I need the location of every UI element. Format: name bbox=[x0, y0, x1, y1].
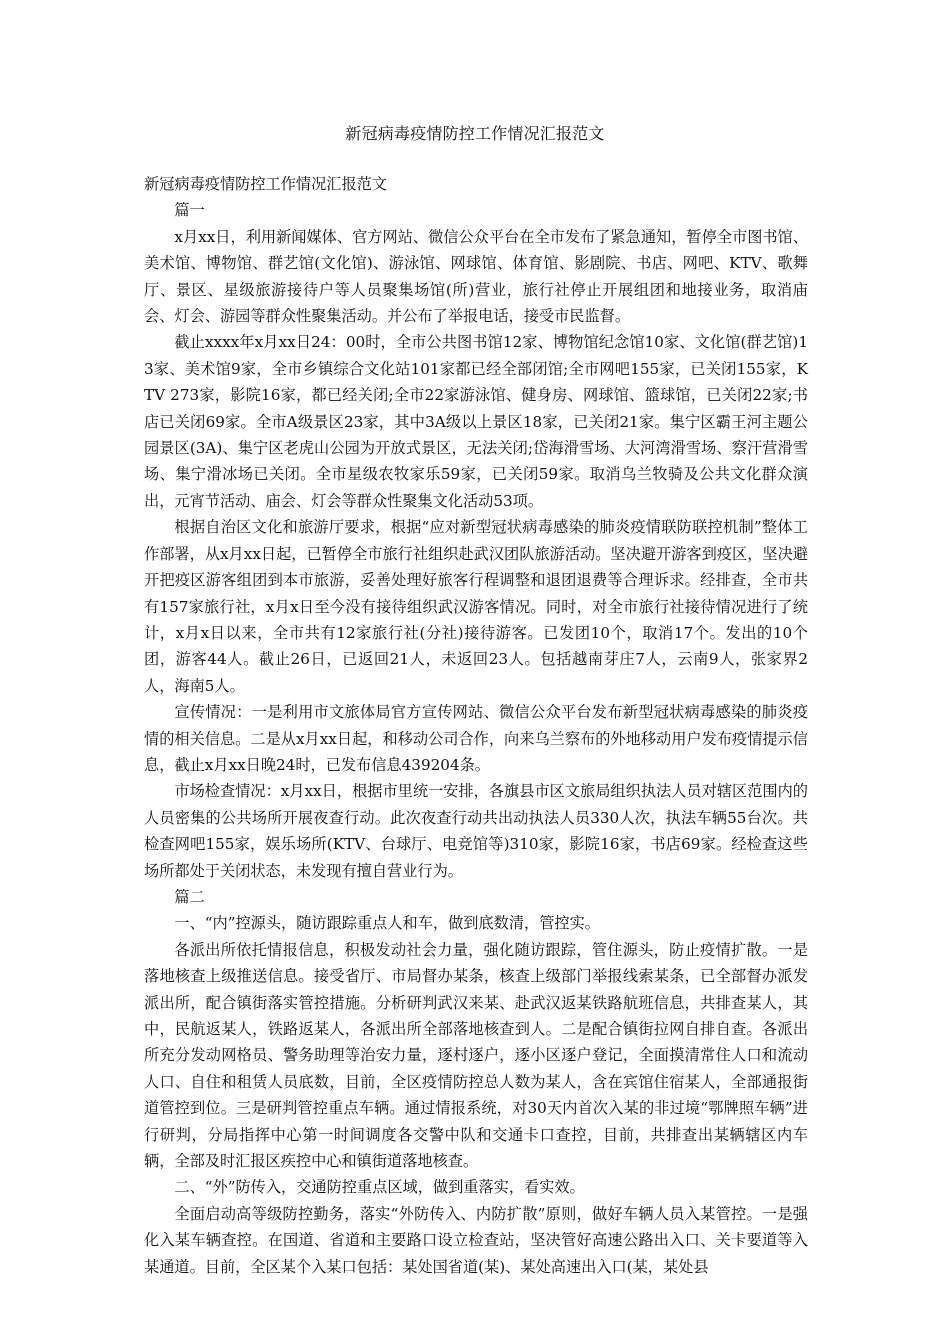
paragraph: 截止xxxx年x月xx日24：00时，全市公共图书馆12家、博物馆纪念馆10家、文化馆(群艺馆)13家、美术馆9家，全市乡镇综合文化站101家都已经全部闭馆;全市网吧155家，已关闭155家，KTV 273家，影院16家，都已经关闭;全市22家游泳馆、健身房、网球馆、篮球馆，已关闭22家;书店已关闭69家。全市A级景区23家，其中3A级以上景区18家，已关闭21家。集宁区霸王河主题公园景区(3A)、集宁区老虎山公园为开放式景区，无法关闭;岱海滑雪场、大河湾滑雪场、察汗营滑雪场、集宁滑冰场已关闭。全市星级农牧家乐59家，已关闭59家。取消乌兰牧骑及公共文化群众演出，元宵节活动、庙会、灯会等群众性聚集文化活动53项。 bbox=[144, 333, 808, 510]
document-body bbox=[144, 171, 808, 1280]
paragraph: 各派出所依托情报信息，积极发动社会力量，强化随访跟踪，管住源头，防止疫情扩散。一是落地核查上级推送信息。接受省厅、市局督办某条，核查上级部门举报线索某条，已全部督办派发派出所，配合镇街落实管控措施。分析研判武汉来某、赴武汉返某铁路航班信息，共排查某人，其中，民航返某人，铁路返某人，各派出所全部落地核查到人。二是配合镇街拉网自排自查。各派出所充分发动网格员、警务助理等治安力量，逐村逐户，逐小区逐户登记，全面摸清常住人口和流动人口、自住和租赁人员底数，目前，全区疫情防控总人数为某人，含在宾馆住宿某人，全部通报街道管控到位。三是研判管控重点车辆。通过情报系统，对30天内首次入某的非过境“鄂牌照车辆”进行研判，分局指挥中心第一时间调度各交警中队和交通卡口查控，目前，共排查出某辆辖区内车辆，全部及时汇报区疾控中心和镇街道落地核查。 bbox=[144, 940, 808, 1171]
paragraph: 一、“内”控源头，随访跟踪重点人和车，做到底数清，管控实。 bbox=[174, 914, 600, 933]
paragraph: 篇二 bbox=[174, 887, 205, 906]
document-title: 新冠病毒疫情防控工作情况汇报范文 bbox=[345, 124, 605, 143]
paragraph: 市场检查情况：x月xx日，根据市里统一安排，各旗县市区文旅局组织执法人员对辖区范围内的人员密集的公共场所开展夜查行动。此次夜查行动共出动执法人员330人次，执法车辆55台次。共检查网吧155家，娱乐场所(KTV、台球厅、电竞馆等)310家，影院16家，书店69家。经检查这些场所都处于关闭状态，未发现有擅自营业行为。 bbox=[144, 782, 808, 880]
paragraph: 篇一 bbox=[174, 201, 205, 220]
document-subtitle: 新冠病毒疫情防控工作情况汇报范文 bbox=[144, 175, 387, 193]
paragraph: x月xx日，利用新闻媒体、官方网站、微信公众平台在全市发布了紧急通知，暂停全市图书馆、美术馆、博物馆、群艺馆(文化馆)、游泳馆、网球馆、体育馆、影剧院、书店、网吧、KTV、歌舞厅、景区、星级旅游接待户等人员聚集场馆(所)营业，旅行社停止开展组团和地接业务，取消庙会、灯会、游园等群众性聚集活动。并公布了举报电话，接受市民监督。 bbox=[144, 227, 808, 326]
paragraph: 宣传情况：一是利用市文旅体局官方宣传网站、微信公众平台发布新型冠状病毒感染的肺炎疫情的相关信息。二是从x月xx日起，和移动公司合作，向来乌兰察布的外地移动用户发布疫情提示信息，截止x月xx日晚24时，已发布信息439204条。 bbox=[144, 703, 808, 774]
paragraph: 二、“外”防传入，交通防控重点区域，做到重落实，看实效。 bbox=[174, 1178, 585, 1197]
paragraph: 根据自治区文化和旅游厅要求，根据“应对新型冠状病毒感染的肺炎疫情联防联控机制”整体工作部署，从x月xx日起，已暂停全市旅行社组织赴武汉团队旅游活动。坚决避开游客到疫区，坚决避开把疫区游客组团到本市旅游，妥善处理好旅客行程调整和退团退费等合理诉求。经排查，全市共有157家旅行社，x月x日至今没有接待组织武汉游客情况。同时，对全市旅行社接待情况进行了统计，x月x日以来，全市共有12家旅行社(分社)接待游客。已发团10个，取消17个。发出的10个团，游客44人。截止26日，已返回21人，未返回23人。包括越南芽庄7人，云南9人，张家界2人，海南5人。 bbox=[144, 518, 808, 695]
paragraph: 全面启动高等级防控勤务，落实“外防传入、内防扩散”原则，做好车辆人员入某管控。一是强化入某车辆查控。在国道、省道和主要路口设立检查站，坚决管好高速公路出入口、关卡要道等入某通道。目前，全区某个入某口包括：某处国省道(某)、某处高速出入口(某，某处县 bbox=[144, 1204, 808, 1276]
